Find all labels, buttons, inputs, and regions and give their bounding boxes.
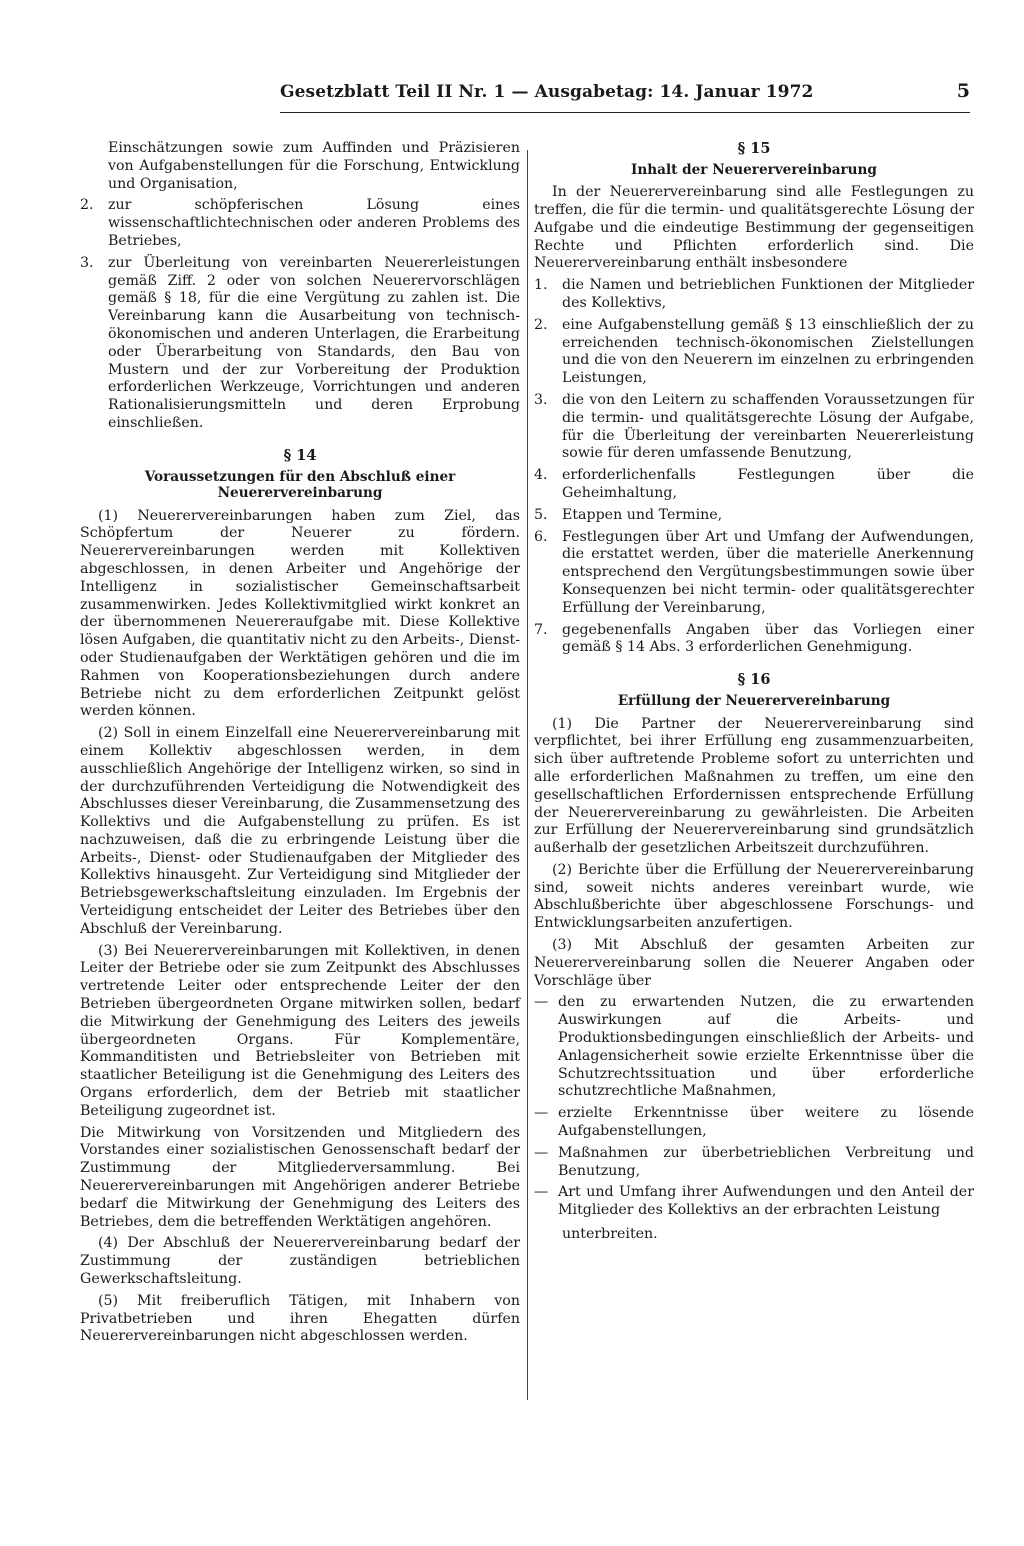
paragraph: Die Mitwirkung von Vorsitzenden und Mitgliedern des Vorstandes einer sozialistischen Genossenschaft bedarf der Zustimmung der Mitgliederversammlung. Bei Neuerervereinbarungen mit Angehörigen anderer Betriebe bedarf die Mitwirkung der Genehmigung des Leiters des Betriebes, dem die betreffenden Werktätigen angehören. [80, 1124, 520, 1230]
item-number: 4. [534, 467, 548, 484]
item-text: gegebenenfalls Angaben über das Vorliegen einer gemäß § 14 Abs. 3 erforderlichen Genehmigung. [562, 621, 974, 656]
list-item [80, 255, 520, 433]
paragraph: In der Neuerervereinbarung sind alle Festlegungen zu treffen, die für die termin- und qualitätsgerechte Lösung der Aufgabe und die eindeutige Bestimmung der gegenseitigen Rechte und Pflichten erforderlich sind. Die Neuerervereinbarung enthält insbesondere [534, 184, 974, 272]
item-number: 2. [80, 197, 94, 214]
list-item [534, 467, 974, 503]
list-item [534, 317, 974, 388]
item-number: 1. [534, 277, 548, 294]
paragraph: (1) Neuerervereinbarungen haben zum Ziel, das Schöpfertum der Neuerer zu fördern. Neuerervereinbarungen werden mit Kollektiven abgeschlossen, in denen Arbeiter und Angehörige der Intelligenz in sozialistischer Gemeinschaftsarbeit zusammenwirken. Jedes Kollektivmitglied wirkt konkret an der übernommenen Neuereraufgabe mit. Diese Kollektive lösen Aufgaben, die quantitativ nicht zu den Arbeits-, Dienst- oder Studienaufgaben der Werktätigen gehören und die im Rahmen von Kooperationsbeziehungen durch andere Betriebe nicht zu dem erforderlichen Zeitpunkt gelöst werden können. [80, 507, 520, 720]
gazette-title: Gesetzblatt Teil II Nr. 1 — Ausgabetag: 14. Januar 1972 [280, 82, 814, 102]
item-text: Etappen und Termine, [562, 506, 723, 523]
list-item [534, 392, 974, 463]
section-14-title: Voraussetzungen für den Abschluß einer Neuerervereinbarung [144, 468, 456, 502]
list-item [534, 507, 974, 525]
dash-item [534, 1105, 974, 1141]
dash-marker: — [534, 1144, 549, 1161]
item-text: Maßnahmen zur überbetrieblichen Verbreitung und Benutzung, [558, 1144, 974, 1179]
item-text: die von den Leitern zu schaffenden Voraussetzungen für die termin- und qualitätsgerechte Lösung der Aufgabe, für die Überleitung der vereinbarten Neuererleistung sowie für deren umfassende Benutzung, [562, 392, 974, 462]
paragraph: (5) Mit freiberuflich Tätigen, mit Inhabern von Privatbetrieben und ihren Ehegatten dürfen Neuerervereinbarungen nicht abgeschlossen werden. [80, 1292, 520, 1345]
right-column [534, 140, 974, 1248]
paragraph: (2) Soll in einem Einzelfall eine Neuerervereinbarung mit einem Kollektiv abgeschlossen werden, in dem ausschließlich Angehörige der Intelligenz wirken, so sind in der durchzuführenden Verteidigung die Notwendigkeit des Abschlusses dieser Vereinbarung, die Zusammensetzung des Kollektivs und die Aufgabenstellung zu prüfen. Es ist nachzuweisen, daß die zu erbringende Leistung über die Arbeits-, Dienst- oder Studienaufgaben der Mitglieder des Kollektivs hinausgeht. Zur Verteidigung sind Mitglieder der Betriebsgewerkschaftsleitung einzuladen. Im Ergebnis der Verteidigung entscheidet der Leiter des Betriebes über den Abschluß der Vereinbarung. [80, 725, 520, 937]
item-text: den zu erwartenden Nutzen, die zu erwartenden Auswirkungen auf die Arbeits- und Produktionsbedingungen einschließlich der Arbeits- und Anlagensicherheit sowie erzielte Erkenntnisse über die Schutzrechtssituation und über erforderliche schutzrechtliche Maßnahmen, [558, 994, 974, 1100]
continuation-text: Einschätzungen sowie zum Auffinden und Präzisieren von Aufgabenstellungen für die Forschung, Entwicklung und Organisation, [108, 140, 520, 192]
section-16-number: § 16 [737, 671, 771, 689]
item-text: zur Überleitung von vereinbarten Neuererleistungen gemäß Ziff. 2 oder von solchen Neuerervorschlägen gemäß § 18, für die eine Vergütung zu zahlen ist. Die Vereinbarung kann die Ausarbeitung von technisch-ökonomischen und anderen Unterlagen, die Erarbeitung oder Überarbeitung von Standards, den Bau von Mustern und der zur Vorbereitung der Produktion erforderlichen Werkzeuge, Vorrichtungen und anderen Rationalisierungsmitteln und deren Erprobung einschließen. [108, 254, 520, 431]
dash-item [534, 994, 974, 1101]
closing-word: unterbreiten. [562, 1226, 658, 1243]
item-text: eine Aufgabenstellung gemäß § 13 einschließlich der zu erreichenden technisch-ökonomischen Zielstellungen und die von den Neuerern im einzelnen zu erbringenden Leistungen, [562, 316, 974, 387]
item-number: 7. [534, 621, 548, 638]
paragraph: (2) Berichte über die Erfüllung der Neuerervereinbarung sind, soweit nichts anderes vereinbart wurde, wie Abschlußberichte über abgeschlossene Forschungs- und Entwicklungsarbeiten anzufertigen. [534, 861, 974, 932]
item-text: Festlegungen über Art und Umfang der Aufwendungen, die erstattet werden, über die materielle Anerkennung entsprechend den Vergütungsbestimmungen sowie über Konsequenzen bei nicht termin- oder qualitätsgerechter Erfüllung der Vereinbarung, [562, 528, 974, 616]
item-text: zur schöpferischen Lösung eines wissenschaftlichtechnischen oder anderen Problems des Betriebes, [108, 197, 520, 249]
item-number: 6. [534, 528, 548, 545]
item-number: 2. [534, 316, 548, 333]
column-divider [527, 150, 528, 1400]
paragraph: (1) Die Partner der Neuerervereinbarung sind verpflichtet, bei ihrer Erfüllung eng zusammenzuarbeiten, sich über auftretende Probleme sofort zu unterrichten und alle erforderlichen Maßnahmen zu treffen, um eine den gesellschaftlichen Erfordernissen entsprechende Erfüllung der Neuerervereinbarung zu gewährleisten. Die Arbeiten zur Erfüllung der Neuerervereinbarung sind grundsätzlich außerhalb der gesetzlichen Arbeitszeit durchzuführen. [534, 715, 974, 857]
paragraph: (3) Bei Neuerervereinbarungen mit Kollektiven, in denen Leiter der Betriebe oder sie zum Zeitpunkt des Abschlusses vertretende Leiter oder entsprechende Leiter der den Betrieben übergeordneten Organe mitwirken sollen, bedarf die Mitwirkung der Genehmigung des Leiters des jeweils übergeordneten Organs. Für Komplementäre, Kommanditisten und Betriebsleiter von Betrieben mit staatlicher Beteiligung ist die Genehmigung des Leiters des Organs erforderlich, dem der Betrieb mit staatlicher Beteiligung zugeordnet ist. [80, 942, 520, 1119]
item-number: 5. [534, 506, 548, 523]
section-16-title: Erfüllung der Neuerervereinbarung [617, 693, 891, 710]
dash-marker: — [534, 1184, 549, 1201]
page-number: 5 [956, 80, 970, 102]
item-text: erzielte Erkenntnisse über weitere zu lösende Aufgabenstellungen, [558, 1105, 974, 1140]
list-item [534, 622, 974, 658]
item-text: die Namen und betrieblichen Funktionen der Mitglieder des Kollektivs, [562, 277, 974, 312]
item-text: Art und Umfang ihrer Aufwendungen und den Anteil der Mitglieder des Kollektivs an der erbrachten Leistung [558, 1184, 974, 1219]
dash-item [534, 1184, 974, 1220]
page-header [280, 78, 970, 113]
item-number: 3. [80, 254, 94, 271]
list-item [534, 277, 974, 313]
item-number: 3. [534, 392, 548, 409]
paragraph: (3) Mit Abschluß der gesamten Arbeiten zur Neuerervereinbarung sollen die Neuerer Angaben oder Vorschläge über [534, 937, 974, 989]
paragraph: (4) Der Abschluß der Neuerervereinbarung bedarf der Zustimmung der zuständigen betrieblichen Gewerkschaftsleitung. [80, 1235, 520, 1288]
dash-marker: — [534, 994, 549, 1011]
section-15-title: Inhalt der Neuerervereinbarung [631, 161, 877, 178]
list-item [80, 197, 520, 250]
section-14-number: § 14 [283, 446, 317, 464]
section-15-number: § 15 [737, 140, 771, 157]
dash-item [534, 1145, 974, 1181]
list-item [534, 529, 974, 618]
dash-marker: — [534, 1105, 549, 1122]
left-column [80, 140, 520, 1350]
item-text: erforderlichenfalls Festlegungen über die Geheimhaltung, [562, 467, 974, 502]
